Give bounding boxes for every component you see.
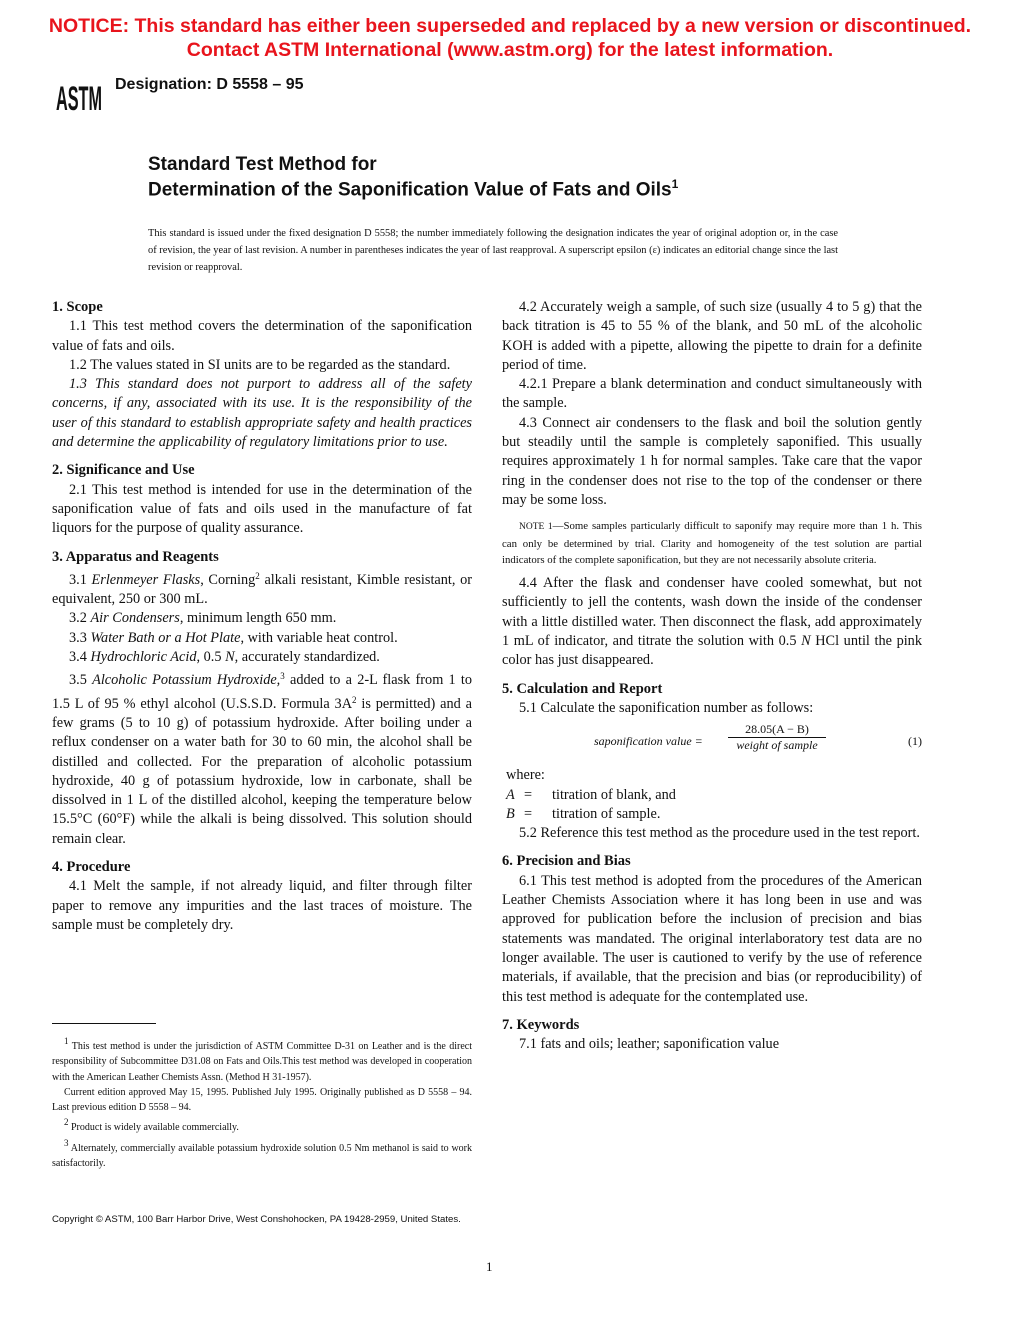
para-3-5-num: 3.5 [69,672,93,689]
para-3-1-num: 3.1 [69,571,92,588]
definition-b [502,805,922,824]
para-3-3 [52,629,472,648]
para-5-2: 5.2 Reference this test method as the procedure used in the test report. [519,825,920,842]
section-precision-heading: 6. Precision and Bias [502,853,631,870]
para-1-3 [52,375,472,452]
footnote-divider [52,1023,156,1024]
where-label: where: [506,767,545,784]
para-3-3-num: 3.3 [69,629,91,646]
para-3-4-n: N [225,649,235,666]
para-4-4-n: N [801,633,811,650]
notice-line-1: NOTICE: This standard has either been superseded and replaced by a new version or discontinued. [48,15,972,37]
footnote-3 [52,1136,472,1172]
equation-number: (1) [908,734,922,749]
definition-a [502,786,922,805]
para-3-5-item: Alcoholic Potassium Hydroxide, [92,672,281,689]
para-3-5-a: added to a 2-L flask from 1 to 1.5 L of 95 % ethyl alcohol (U.S.S.D. Formula 3A [52,672,472,712]
copyright: Copyright © ASTM, 100 Barr Harbor Drive, West Conshohocken, PA 19428-2959, United States. [52,1214,461,1225]
footnote-ref-2: 2 [255,570,260,581]
definition-b-text: titration of sample. [552,805,661,822]
title-line-2 [148,177,678,201]
para-4-4-b: HCl until the pink color has just disappeared. [502,633,922,669]
title-text: Determination of the Saponification Value of Fats and Oils [148,179,672,201]
para-5-1: 5.1 Calculate the saponification number as follows: [519,699,814,716]
para-3-4-num: 3.4 [69,649,91,666]
footnote-3-marker: 3 [64,1137,69,1148]
section-keywords-heading: 7. Keywords [502,1016,580,1033]
notice-line-2: Contact ASTM International (www.astm.org) for the latest information. [186,39,834,61]
note-1 [502,518,922,568]
footnote-2-marker: 2 [64,1117,69,1128]
definition-a-text: titration of blank, and [552,786,676,803]
section-scope-heading: 1. Scope [52,299,103,315]
para-4-2-1: 4.2.1 Prepare a blank determination and conduct simultaneously with the sample. [502,376,922,412]
equation-lhs: saponification value = [594,734,703,749]
footnote-2 [52,1115,472,1135]
section-significance-heading: 2. Significance and Use [52,462,195,479]
para-3-4-a: , 0.5 [196,649,226,666]
equation-fraction [728,722,826,753]
para-3-4-item: Hydrochloric Acid [90,649,197,666]
section-apparatus-heading: 3. Apparatus and Reagents [52,548,219,565]
para-4-4 [502,574,922,670]
para-4-3: 4.3 Connect air condensers to the flask and boil the solution gently but steadily until the sample is completely saponified. This usually requires approximately 1 h for normal samples. Take care that the vapor ring in the condenser does not rise to the top of the condenser or there may be some loss. [502,414,922,508]
note-1-label: NOTE 1 [519,522,553,533]
para-3-1-b: alkali resistant, Kimble resistant, or equivalent, 250 or 300 mL. [52,571,473,608]
para-3-3-item: Water Bath or a Hot Plate [90,629,241,646]
footnotes [52,1024,472,1171]
footnote-3-text: Alternately, commercially available potassium hydroxide solution 0.5 Nm methanol is said to work satisfactorily. [52,1142,472,1170]
note-1-text: —Some samples particularly difficult to saponify may require more than 1 h. This can only be determined by trial. Clarity and homogeneity of the test solution are partial indicators of the complete saponification, but they are not necessarily absolute criteria. [502,520,923,566]
para-2-1: 2.1 This test method is intended for use in the determination of the saponification value of fats and oils used in the manufacture of fat liquors for the purpose of quality assurance. [52,481,472,537]
definition-a-symbol: A [506,786,515,803]
para-7-1: 7.1 fats and oils; leather; saponification value [519,1036,780,1053]
section-calculation-heading: 5. Calculation and Report [502,680,663,697]
para-3-2-num: 3.2 [69,610,91,627]
para-3-4-b: , accurately standardized. [234,649,380,666]
footnote-1 [52,1034,472,1085]
footnote-1-edition: Current edition approved May 15, 1995. Published July 1995. Originally published as D 5558 – 94. Last previous edition D 5558 – 94. [52,1086,472,1114]
para-3-2 [52,609,472,628]
supersede-notice [0,14,1020,62]
footnote-ref-3: 3 [280,671,285,682]
para-3-5-b: is permitted) and a few grams (5 to 10 g) of potassium hydroxide. After boiling under a reflux condenser on a water bath for 30 to 60 min, the alcohol shall be distilled and collected. For the preparation of alcoholic potassium hydroxide, 40 g of potassium hydroxide, low in carbonate, shall be dissolved in 1 L of the distilled alcohol, keeping the temperature below 15.5°C (60°F) while the alkali is being dissolved. This solution should remain clear. [52,695,472,847]
para-3-4 [52,648,472,667]
para-4-4-a: 4.4 After the flask and condenser have cooled somewhat, but not sufficiently to jell the contents, wash down the inside of the condenser with a little distilled water. Then disconnect the flask, add approximately 1 mL of indicator, and titrate the solution with 0.5 [502,575,922,650]
para-3-1 [52,567,472,610]
footnote-1-text: This test method is under the jurisdiction of ASTM Committee D-31 on Leather and is the direct responsibility of Subcommittee D31.08 on Fats and Oils.This test method was developed in cooperation with the American Leather Chemists Assn. (Method H 31-1957). [52,1041,472,1083]
page-number: 1 [486,1259,493,1274]
para-3-2-rest: , minimum length 650 mm. [179,610,337,627]
definition-b-equals: = [524,805,533,822]
para-3-3-rest: , with variable heat control. [240,629,398,646]
para-4-2: 4.2 Accurately weigh a sample, of such size (usually 4 to 5 g) that the back titration is 45 to 55 % of the blank, and 50 mL of the alcoholic KOH is added with a pipette, allowing the pipette to drain for a definite period of time. [502,299,922,373]
para-3-5 [52,667,472,849]
section-procedure-heading: 4. Procedure [52,859,131,876]
left-column [52,298,472,935]
para-3-1-a: , Corning [200,571,256,588]
para-1-2: 1.2 The values stated in SI units are to be regarded as the standard. [69,356,451,373]
title-footnote-ref: 1 [671,177,679,191]
definition-a-equals: = [524,786,533,803]
equation-numerator: 28.05(A − B) [728,722,826,738]
footnote-2-text: Product is widely available commercially. [68,1122,239,1134]
title-line-1: Standard Test Method for [148,154,377,175]
svg-text:ASTM: ASTM [56,78,102,118]
issued-note: This standard is issued under the fixed designation D 5558; the number immediately following the designation indicates the year of original adoption or, in the case of revision, the year of last revision. A number in parentheses indicates the year of last reapproval. A superscript epsilon (ε) indicates an editorial change since the last revision or reapproval. [148,228,838,273]
footnote-ref-2b: 2 [352,694,357,705]
footnote-1-marker: 1 [64,1036,69,1046]
designation: Designation: D 5558 – 95 [115,76,304,93]
para-6-1: 6.1 This test method is adopted from the procedures of the American Leather Chemists Association where it has long been in use and was approved for publication before the inclusion of precision and bias statements was mandated. The original interlaboratory test data are no longer available. The user is cautioned to verify by the use of reference materials, if available, that the precision and bias (or reproducibility) of this test method is adequate for the contemplated use. [502,872,922,1005]
equation-denominator: weight of sample [736,738,818,753]
para-4-1: 4.1 Melt the sample, if not already liquid, and filter through filter paper to remove any impurities and the last traces of moisture. The sample must be completely dry. [52,878,472,933]
right-column [502,298,922,1054]
equation-1 [502,722,922,758]
para-3-2-item: Air Condensers [90,610,180,627]
para-1-1: 1.1 This test method covers the determination of the saponification value of fats and oils. [52,318,472,354]
para-1-3-text: 1.3 This standard does not purport to address all of the safety concerns, if any, associated with its use. It is the responsibility of the user of this standard to establish appropriate safety and health practices and determine the applicability of regulatory limitations prior to use. [52,376,472,451]
definition-b-symbol: B [506,805,515,822]
astm-logo-icon [54,80,104,116]
para-3-1-item: Erlenmeyer Flasks [91,571,201,588]
